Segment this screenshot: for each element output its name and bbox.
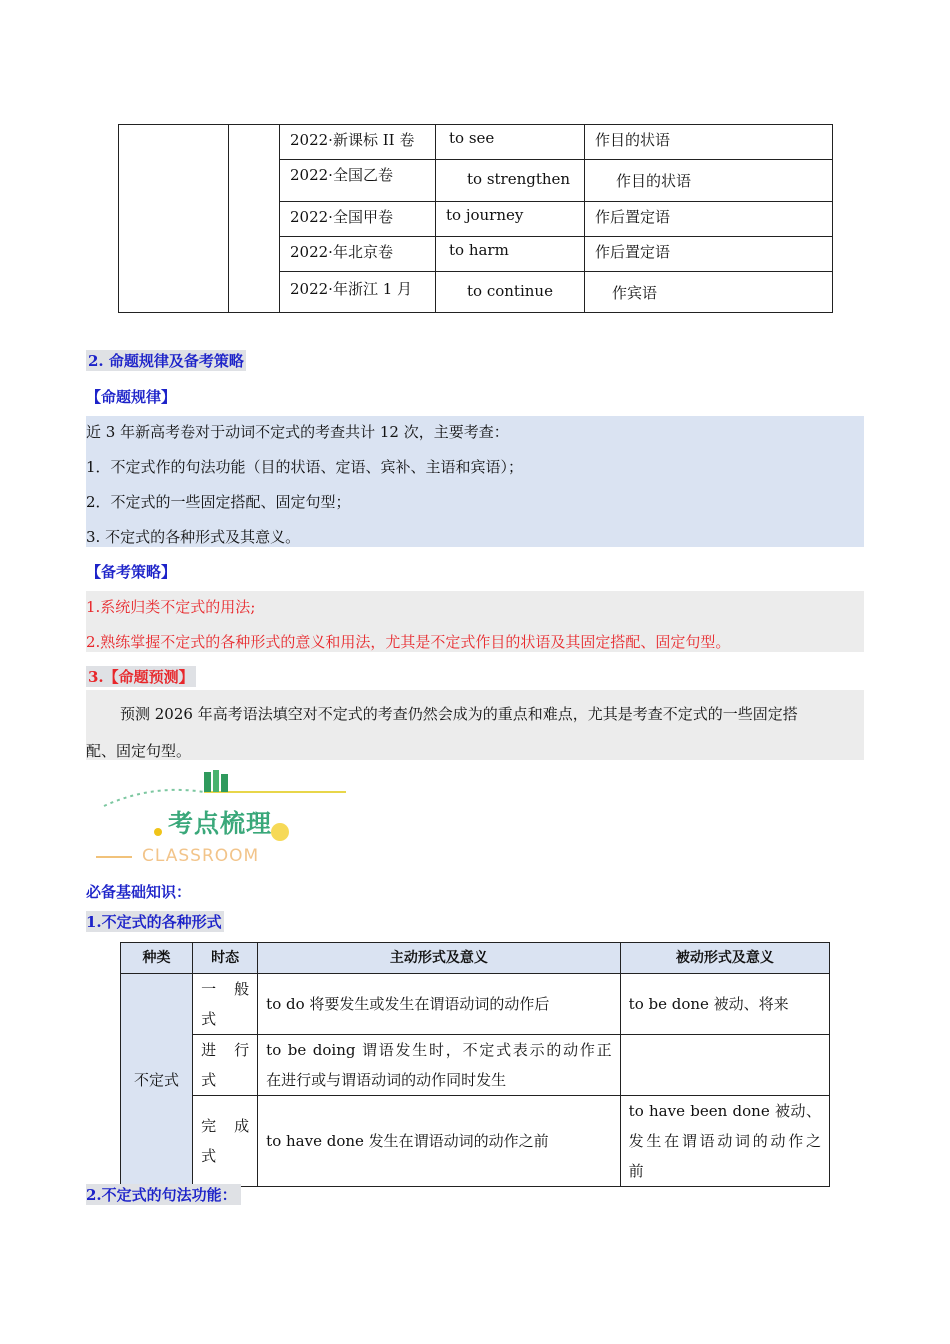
basics-sub2: 2.不定式的句法功能： [86, 1184, 241, 1205]
exam-table [118, 124, 833, 313]
basics-sub1: 1.不定式的各种形式 [86, 913, 222, 931]
tense-cell: 进 行 式 [193, 1035, 258, 1096]
rule-label: 【命题规律】 [86, 388, 177, 406]
exam-cell: 2022·全国甲卷 [280, 202, 436, 237]
function-cell: 作后置定语 [585, 237, 833, 272]
category-cell: 不定式 [121, 974, 193, 1187]
section3-title: 3.【命题预测】 [88, 668, 194, 686]
rule-line: 3. 不定式的各种形式及其意义。 [86, 528, 301, 546]
form-cell: to harm [436, 237, 585, 272]
rule-line: 近 3 年新高考卷对于动词不定式的考查共计 12 次，主要考查： [86, 423, 509, 441]
table-blank-cell [229, 125, 280, 313]
forecast-band [86, 690, 864, 760]
strategy-label: 【备考策略】 [86, 563, 177, 581]
basics-title: 必备基础知识： [86, 883, 192, 901]
function-cell: 作后置定语 [585, 202, 833, 237]
form-cell: to journey [436, 202, 585, 237]
function-cell: 作目的状语 [585, 125, 833, 160]
function-cell: 作目的状语 [585, 160, 833, 202]
form-cell: to see [436, 125, 585, 160]
table-row [121, 1035, 830, 1096]
table-row [121, 974, 830, 1035]
header-cell: 种类 [121, 943, 193, 974]
active-cell: to be doing 谓语发生时，不定式表示的动作正 在进行或与谓语动词的动作同时发生 [258, 1035, 621, 1096]
tense-cell: 完 成 式 [193, 1096, 258, 1187]
banner [92, 766, 352, 868]
table-row [121, 1096, 830, 1187]
header-cell: 时态 [193, 943, 258, 974]
form-cell: to strengthen [436, 160, 585, 202]
tense-cell: 一 般 式 [193, 974, 258, 1035]
exam-cell: 2022·年浙江 1 月 [280, 272, 436, 313]
form-cell: to continue [436, 272, 585, 313]
strategy-line: 2.熟练掌握不定式的各种形式的意义和用法，尤其是不定式作目的状语及其固定搭配、固定句型。 [86, 633, 731, 651]
forms-table [120, 942, 830, 1187]
passive-cell: to have been done 被动、 发生在谓语动词的动作之 前 [620, 1096, 829, 1187]
function-cell: 作宾语 [585, 272, 833, 313]
exam-cell: 2022·全国乙卷 [280, 160, 436, 202]
table-header-row [121, 943, 830, 974]
active-cell: to do 将要发生或发生在谓语动词的动作后 [258, 974, 621, 1035]
exam-cell: 2022·年北京卷 [280, 237, 436, 272]
forecast-line: 预测 2026 年高考语法填空对不定式的考查仍然会成为的重点和难点，尤其是考查不定式的一些固定搭 [120, 705, 798, 723]
exam-cell: 2022·新课标 II 卷 [280, 125, 436, 160]
forecast-line: 配、固定句型。 [86, 742, 192, 760]
passive-cell [620, 1035, 829, 1096]
rule-line: 1．不定式作的句法功能（目的状语、定语、宾补、主语和宾语）； [86, 458, 524, 476]
header-cell: 主动形式及意义 [258, 943, 621, 974]
banner-subtitle: CLASSROOM [142, 846, 260, 866]
passive-cell: to be done 被动、将来 [620, 974, 829, 1035]
strategy-line: 1.系统归类不定式的用法; [86, 598, 256, 616]
section2-title: 2. 命题规律及备考策略 [88, 352, 244, 370]
table-blank-cell [119, 125, 229, 313]
banner-title: 考点梳理 [168, 809, 273, 838]
active-cell: to have done 发生在谓语动词的动作之前 [258, 1096, 621, 1187]
header-cell: 被动形式及意义 [620, 943, 829, 974]
rule-line: 2．不定式的一些固定搭配、固定句型； [86, 493, 351, 511]
